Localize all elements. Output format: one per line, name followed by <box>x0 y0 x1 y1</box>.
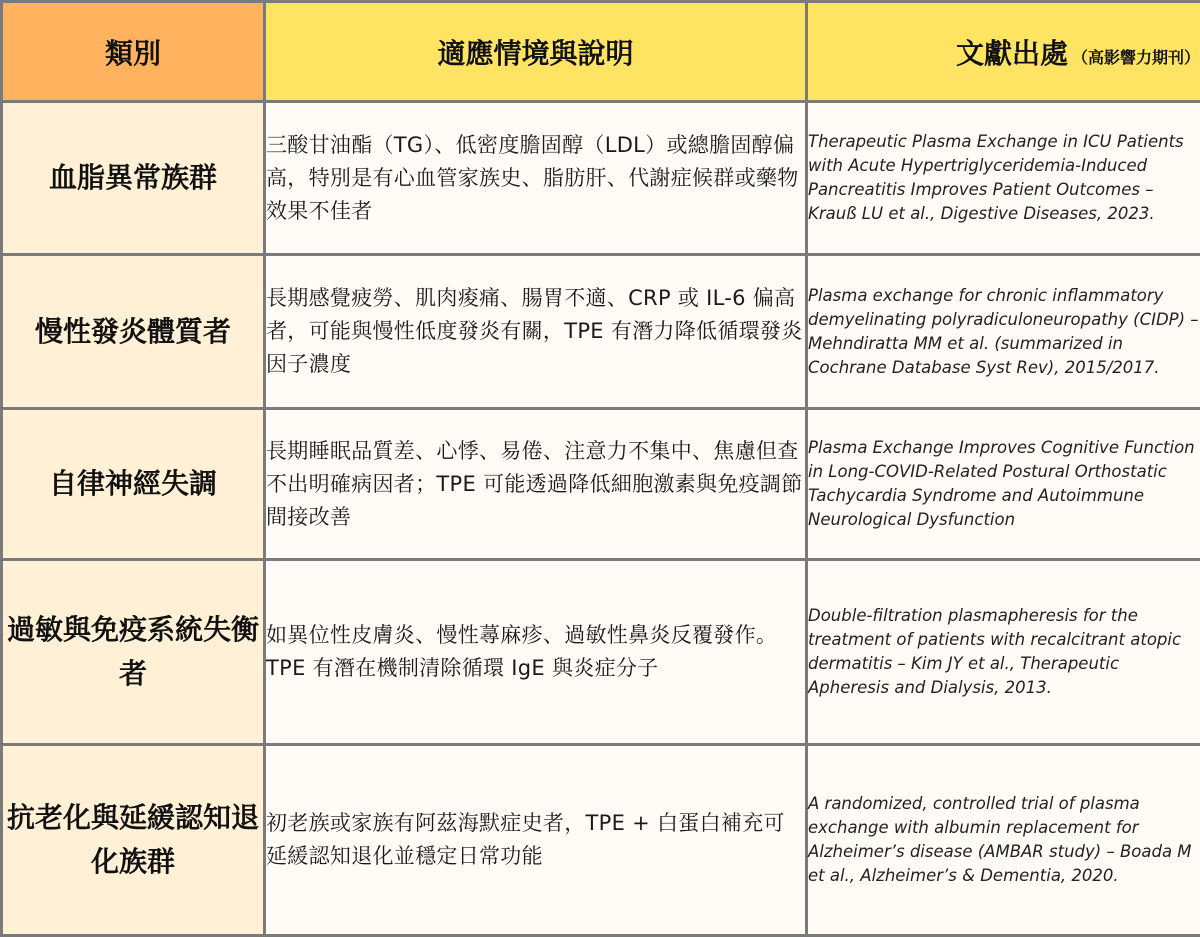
reference-text: Plasma Exchange Improves Cognitive Function in Long-COVID-Related Postural Orthostatic Tachycardia Syndrome and Autoimmune Neurological Dysfunction <box>808 436 1200 532</box>
header-category: 類別 <box>2 2 265 102</box>
reference-text: Plasma exchange for chronic inflammatory demyelinating polyradiculoneuropathy (CIDP) – Mehndiratta MM et al. (summarized in Cochrane Database Syst Rev), 2015/2017. <box>808 284 1200 380</box>
row-category: 抗老化與延緩認知退化族群 <box>2 745 265 936</box>
row-description: 長期睡眠品質差、心悸、易倦、注意力不集中、焦慮但查不出明確病因者；TPE 可能透過降低細胞激素與免疫調節間接改善 <box>265 409 807 560</box>
table-row <box>2 102 1200 255</box>
table-row <box>2 560 1200 745</box>
row-reference <box>807 560 1200 745</box>
header-reference-note: （高影響力期刊） <box>1072 48 1200 67</box>
row-category: 自律神經失調 <box>2 409 265 560</box>
row-description: 如異位性皮膚炎、慢性蕁麻疹、過敏性鼻炎反覆發作。TPE 有潛在機制清除循環 IgE 與炎症分子 <box>265 560 807 745</box>
header-reference-title: 文獻出處 <box>956 37 1068 70</box>
table-row <box>2 745 1200 936</box>
row-category: 血脂異常族群 <box>2 102 265 255</box>
table-row <box>2 409 1200 560</box>
header-reference <box>807 2 1200 102</box>
row-category: 慢性發炎體質者 <box>2 255 265 409</box>
row-category: 過敏與免疫系統失衡者 <box>2 560 265 745</box>
reference-text: Double-filtration plasmapheresis for the treatment of patients with recalcitrant atopic dermatitis – Kim JY et al., Therapeutic Apheresis and Dialysis, 2013. <box>808 604 1200 700</box>
row-description: 三酸甘油酯（TG）、低密度膽固醇（LDL）或總膽固醇偏高，特別是有心血管家族史、脂肪肝、代謝症候群或藥物效果不佳者 <box>265 102 807 255</box>
row-description: 長期感覺疲勞、肌肉痠痛、腸胃不適、CRP 或 IL-6 偏高者，可能與慢性低度發炎有關，TPE 有潛力降低循環發炎因子濃度 <box>265 255 807 409</box>
row-description: 初老族或家族有阿茲海默症史者，TPE + 白蛋白補充可延緩認知退化並穩定日常功能 <box>265 745 807 936</box>
table-row <box>2 255 1200 409</box>
row-reference <box>807 745 1200 936</box>
header-row <box>2 2 1200 102</box>
reference-text: Therapeutic Plasma Exchange in ICU Patients with Acute Hypertriglyceridemia-Induced Pancreatitis Improves Patient Outcomes – Krauß LU et al., Digestive Diseases, 2023. <box>808 130 1200 226</box>
reference-text: A randomized, controlled trial of plasma exchange with albumin replacement for Alzheimer’s disease (AMBAR study) – Boada M et al., Alzheimer’s & Dementia, 2020. <box>808 792 1200 888</box>
row-reference <box>807 409 1200 560</box>
row-reference <box>807 102 1200 255</box>
header-description: 適應情境與說明 <box>265 2 807 102</box>
row-reference <box>807 255 1200 409</box>
